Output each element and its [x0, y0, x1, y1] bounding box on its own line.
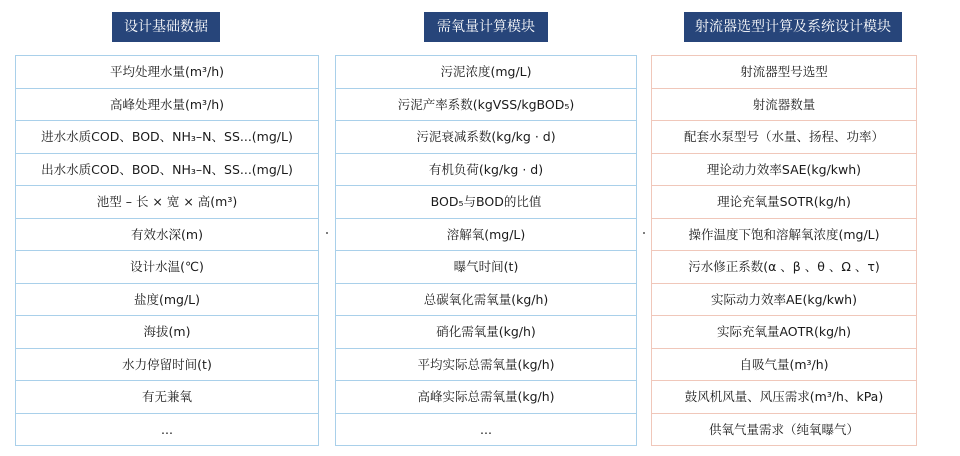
list-item: 配套水泵型号（水量、扬程、功率）: [652, 121, 916, 154]
list-item: 射流器型号选型: [652, 56, 916, 89]
list-item: 进水水质COD、BOD、NH₃–N、SS...(mg/L): [16, 121, 318, 154]
list-item: 污泥浓度(mg/L): [336, 56, 636, 89]
list-item: 污泥产率系数(kgVSS/kgBOD₅): [336, 89, 636, 122]
list-item: ...: [480, 421, 492, 437]
list-item: 高峰处理水量(m³/h): [16, 89, 318, 122]
list-item: 有无兼氧: [16, 381, 318, 414]
list-item: 硝化需氧量(kg/h): [336, 316, 636, 349]
list-item: 曝气时间(t): [336, 251, 636, 284]
list-item: 出水水质COD、BOD、NH₃–N、SS...(mg/L): [16, 154, 318, 187]
list-item: 实际充氧量AOTR(kg/h): [652, 316, 916, 349]
list-item: 溶解氧(mg/L): [336, 219, 636, 252]
column-title-oxygen-demand: 需氧量计算模块: [424, 12, 548, 42]
list-item: 自吸气量(m³/h): [652, 349, 916, 382]
list-item: 污泥衰减系数(kg/kg · d): [336, 121, 636, 154]
list-item: 平均处理水量(m³/h): [16, 56, 318, 89]
list-item: ...: [161, 421, 173, 437]
ejector-design-table: [651, 55, 917, 446]
list-item: 操作温度下饱和溶解氧浓度(mg/L): [652, 219, 916, 252]
list-item: 总碳氧化需氧量(kg/h): [336, 284, 636, 317]
list-item: 有效水深(m): [16, 219, 318, 252]
list-item: 高峰实际总需氧量(kg/h): [336, 381, 636, 414]
basic-data-table: [15, 55, 319, 446]
list-item: 污水修正系数(α 、β 、θ 、Ω 、τ): [652, 251, 916, 284]
list-item: 有机负荷(kg/kg · d): [336, 154, 636, 187]
column-title-basic-data: 设计基础数据: [112, 12, 220, 42]
list-item: 平均实际总需氧量(kg/h): [336, 349, 636, 382]
list-item: 理论充氧量SOTR(kg/h): [652, 186, 916, 219]
list-item: 实际动力效率AE(kg/kwh): [652, 284, 916, 317]
list-item: 供氧气量需求（纯氧曝气）: [708, 421, 859, 437]
list-item: 水力停留时间(t): [16, 349, 318, 382]
list-item: 盐度(mg/L): [16, 284, 318, 317]
list-item: 设计水温(℃): [16, 251, 318, 284]
list-item: 池型 – 长 × 宽 × 高(m³): [16, 186, 318, 219]
list-item: 鼓风机风量、风压需求(m³/h、kPa): [652, 381, 916, 414]
column-title-ejector-design: 射流器选型计算及系统设计模块: [684, 12, 902, 42]
connector-dot: [326, 232, 328, 234]
list-item: 理论动力效率SAE(kg/kwh): [652, 154, 916, 187]
list-item: 射流器数量: [652, 89, 916, 122]
list-item: BOD₅与BOD的比值: [336, 186, 636, 219]
connector-dot: [643, 232, 645, 234]
list-item: 海拔(m): [16, 316, 318, 349]
oxygen-demand-table: [335, 55, 637, 446]
